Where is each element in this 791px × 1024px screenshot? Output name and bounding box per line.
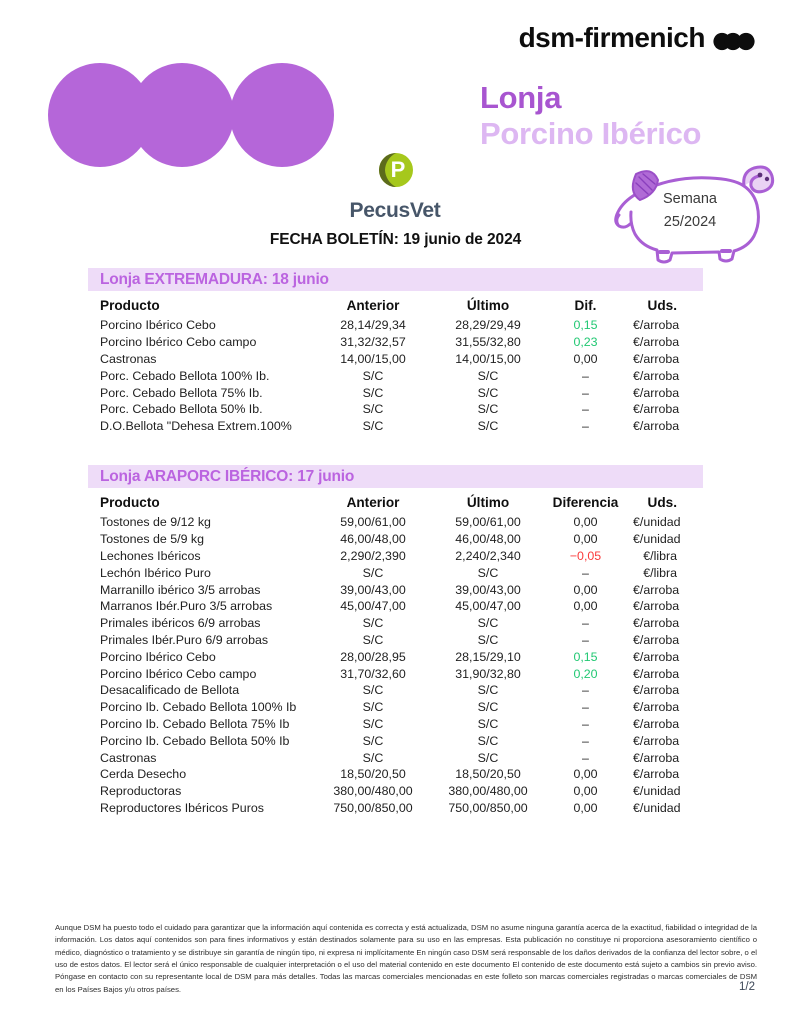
table-lonja-araporc-iberico — [88, 465, 703, 816]
column-header-ultimo: Último — [466, 494, 510, 510]
cell-ultimo: 31,90/32,80 — [455, 666, 521, 681]
cell-dif: – — [582, 402, 589, 417]
dsm-firmenich-logo-text: dsm-firmenich — [518, 22, 705, 53]
cell-dif: – — [582, 385, 589, 400]
cell-uds: €/arroba — [633, 385, 680, 400]
cell-anterior: S/C — [362, 385, 384, 400]
cell-anterior: 45,00/47,00 — [340, 599, 406, 614]
table-header-row — [88, 490, 703, 514]
cell-uds: €/arroba — [633, 582, 680, 597]
column-header-producto: Producto — [100, 297, 160, 313]
cell-ultimo: 28,15/29,10 — [455, 649, 521, 664]
column-header-anterior: Anterior — [346, 297, 400, 313]
table-row — [88, 800, 703, 817]
cell-ultimo: S/C — [477, 419, 499, 434]
cell-ultimo: S/C — [477, 632, 499, 647]
cell-anterior: 18,50/20,50 — [340, 767, 406, 782]
table-row — [88, 531, 703, 548]
table-row — [88, 732, 703, 749]
cell-anterior: 2,290/2,390 — [340, 548, 406, 563]
cell-dif: 0,23 — [573, 335, 598, 350]
cell-uds: €/arroba — [633, 318, 680, 333]
cell-dif: – — [582, 419, 589, 434]
cell-producto: Marranillo ibérico 3/5 arrobas — [100, 582, 261, 597]
cell-uds: €/libra — [643, 565, 677, 580]
cell-ultimo: 750,00/850,00 — [448, 800, 528, 815]
cell-uds: €/arroba — [633, 351, 680, 366]
bulletin-date: FECHA BOLETÍN: 19 junio de 2024 — [269, 231, 522, 248]
cell-ultimo: S/C — [477, 733, 499, 748]
table-row — [88, 665, 703, 682]
cell-producto: Porc. Cebado Bellota 100% Ib. — [100, 368, 270, 383]
cell-uds: €/arroba — [633, 716, 680, 731]
cell-anterior: S/C — [362, 616, 384, 631]
page-number: 1/2 — [739, 981, 755, 993]
cell-dif: 0,00 — [573, 351, 598, 366]
cell-producto: Primales ibéricos 6/9 arrobas — [100, 616, 261, 631]
table-header-row — [88, 293, 703, 317]
cell-producto: Tostones de 5/9 kg — [100, 532, 205, 547]
cell-dif: – — [582, 368, 589, 383]
cell-uds: €/unidad — [633, 800, 681, 815]
cell-ultimo: S/C — [477, 616, 499, 631]
cell-anterior: 750,00/850,00 — [333, 800, 413, 815]
cell-dif: – — [582, 616, 589, 631]
dsm-firmenich-dots-icon — [713, 32, 755, 51]
cell-anterior: S/C — [362, 565, 384, 580]
table-row — [88, 648, 703, 665]
cell-dif: – — [582, 700, 589, 715]
svg-text:P: P — [390, 157, 406, 182]
cell-ultimo: 2,240/2,340 — [455, 548, 521, 563]
cell-producto: Porcino Ib. Cebado Bellota 50% Ib — [100, 733, 290, 748]
cell-uds: €/arroba — [633, 767, 680, 782]
cell-ultimo: 28,29/29,49 — [455, 318, 521, 333]
cell-ultimo: S/C — [477, 368, 499, 383]
cell-uds: €/arroba — [633, 666, 680, 681]
pecusvet-circle-icon — [375, 150, 415, 192]
table-lonja-extremadura — [88, 268, 703, 435]
cell-anterior: S/C — [362, 368, 384, 383]
title-porcino-iberico: Porcino Ibérico — [480, 115, 702, 151]
table-row — [88, 615, 703, 632]
cell-anterior: S/C — [362, 402, 384, 417]
cell-producto: Porcino Ibérico Cebo campo — [100, 335, 257, 350]
cell-anterior: 39,00/43,00 — [340, 582, 406, 597]
cell-dif: −0,05 — [569, 548, 602, 563]
cell-anterior: S/C — [362, 716, 384, 731]
cell-uds: €/arroba — [633, 733, 680, 748]
cell-uds: €/arroba — [633, 683, 680, 698]
cell-anterior: S/C — [362, 750, 384, 765]
cell-producto: Primales Ibér.Puro 6/9 arrobas — [100, 632, 269, 647]
cell-producto: Porc. Cebado Bellota 50% Ib. — [100, 402, 263, 417]
table-row — [88, 564, 703, 581]
cell-anterior: 31,32/32,57 — [340, 335, 406, 350]
cell-ultimo: 45,00/47,00 — [455, 599, 521, 614]
cell-uds: €/arroba — [633, 750, 680, 765]
week-badge-text — [640, 188, 740, 234]
cell-anterior: S/C — [362, 632, 384, 647]
cell-dif: 0,15 — [573, 318, 598, 333]
cell-producto: Porcino Ibérico Cebo — [100, 318, 216, 333]
cell-dif: – — [582, 683, 589, 698]
column-header-ultimo: Último — [466, 297, 510, 313]
table-row — [88, 367, 703, 384]
cell-ultimo: 18,50/20,50 — [455, 767, 521, 782]
cell-anterior: 59,00/61,00 — [340, 515, 406, 530]
cell-producto: Lechón Ibérico Puro — [100, 565, 211, 580]
table-rows — [88, 317, 703, 435]
cell-dif: – — [582, 733, 589, 748]
cell-ultimo: 380,00/480,00 — [448, 784, 528, 799]
table-banner: Lonja EXTREMADURA: 18 junio — [88, 268, 703, 291]
cell-anterior: 31,70/32,60 — [340, 666, 406, 681]
week-badge-line1: Semana — [662, 191, 717, 207]
cell-producto: Castronas — [100, 351, 157, 366]
cell-uds: €/arroba — [633, 649, 680, 664]
cell-dif: 0,00 — [573, 784, 598, 799]
cell-dif: 0,00 — [573, 532, 598, 547]
cell-producto: Castronas — [100, 750, 157, 765]
table-row — [88, 581, 703, 598]
cell-producto: Porc. Cebado Bellota 75% Ib. — [100, 385, 263, 400]
cell-anterior: S/C — [362, 683, 384, 698]
cell-uds: €/unidad — [633, 532, 681, 547]
cell-ultimo: 14,00/15,00 — [455, 351, 521, 366]
cell-dif: 0,15 — [573, 649, 598, 664]
cell-ultimo: S/C — [477, 385, 499, 400]
cell-uds: €/unidad — [633, 784, 681, 799]
cell-producto: Porcino Ib. Cebado Bellota 100% Ib — [100, 700, 297, 715]
cell-producto: D.O.Bellota "Dehesa Extrem.100% — [100, 419, 292, 434]
cell-ultimo: S/C — [477, 565, 499, 580]
cell-uds: €/arroba — [633, 419, 680, 434]
table-row — [88, 783, 703, 800]
cell-dif: – — [582, 632, 589, 647]
table-row — [88, 598, 703, 615]
cell-producto: Desacalificado de Bellota — [100, 683, 240, 698]
cell-producto: Reproductores Ibéricos Puros — [100, 800, 264, 815]
cell-dif: – — [582, 716, 589, 731]
title-lonja: Lonja — [480, 80, 562, 115]
column-header-anterior: Anterior — [346, 494, 400, 510]
table-row — [88, 716, 703, 733]
cell-uds: €/arroba — [633, 632, 680, 647]
cell-dif: – — [582, 565, 589, 580]
cell-producto: Porcino Ib. Cebado Bellota 75% Ib — [100, 716, 290, 731]
week-badge — [602, 160, 788, 266]
cell-ultimo: S/C — [477, 683, 499, 698]
cell-anterior: 28,00/28,95 — [340, 649, 406, 664]
table-row — [88, 401, 703, 418]
table-row — [88, 766, 703, 783]
cell-ultimo: S/C — [477, 716, 499, 731]
cell-anterior: 28,14/29,34 — [340, 318, 406, 333]
table-row — [88, 384, 703, 401]
cell-ultimo: 46,00/48,00 — [455, 532, 521, 547]
cell-producto: Marranos Ibér.Puro 3/5 arrobas — [100, 599, 273, 614]
table-rows — [88, 514, 703, 816]
document-title — [480, 80, 701, 151]
cell-ultimo: S/C — [477, 750, 499, 765]
table-row — [88, 699, 703, 716]
cell-uds: €/arroba — [633, 402, 680, 417]
table-row — [88, 334, 703, 351]
dsm-firmenich-logo — [519, 22, 755, 54]
purple-circle — [130, 63, 234, 167]
purple-circles-graphic — [48, 63, 334, 167]
cell-uds: €/arroba — [633, 599, 680, 614]
column-header-dif: Diferencia — [552, 494, 619, 510]
cell-dif: 0,00 — [573, 582, 598, 597]
cell-producto: Porcino Ibérico Cebo campo — [100, 666, 257, 681]
cell-dif: 0,20 — [573, 666, 598, 681]
pecusvet-logo-text: PecusVet — [349, 199, 441, 222]
week-badge-line2: 25/2024 — [663, 214, 717, 231]
cell-uds: €/arroba — [633, 335, 680, 350]
column-header-uds: Uds. — [647, 297, 677, 313]
cell-dif: 0,00 — [573, 515, 598, 530]
cell-ultimo: S/C — [477, 700, 499, 715]
table-row — [88, 317, 703, 334]
column-header-producto: Producto — [100, 494, 160, 510]
cell-uds: €/arroba — [633, 700, 680, 715]
disclaimer-text: Aunque DSM ha puesto todo el cuidado para garantizar que la información aquí contenida es correcta y está actualizada, DSM no asume ninguna garantía acerca de la exactitud, fiabilidad o integridad de la información. Los datos aquí contenidos son para fines informativos y están destinados solamente para su uso en las empresas. Esta publicación no constituye ni proporciona asesoramiento científico o médico, diagnóstico o tratamiento y se distribuye sin garantía de ningún tipo, ni expresa ni implícitamente En ningún caso DSM será responsable de los daños derivados de la confianza del lector sobre, o el uso de estos datos. El lector será el único responsable de cualquier interpretación o el uso del material contenido en este documento El contenido de este documento está sujeto a cambios sin previo aviso. Póngase en contacto con su representante local de DSM para más detalles. Todas las marcas comerciales mencionadas en este folleto son marcas comerciales registradas o marcas comerciales de DSM en los Países Bajos y/u otros países. — [55, 923, 757, 994]
cell-uds: €/arroba — [633, 368, 680, 383]
table-row — [88, 418, 703, 435]
pecusvet-logo — [330, 150, 460, 223]
cell-dif: 0,00 — [573, 599, 598, 614]
table-row — [88, 632, 703, 649]
cell-ultimo: 31,55/32,80 — [455, 335, 521, 350]
cell-anterior: 380,00/480,00 — [333, 784, 413, 799]
cell-ultimo: S/C — [477, 402, 499, 417]
cell-producto: Porcino Ibérico Cebo — [100, 649, 216, 664]
table-row — [88, 749, 703, 766]
cell-dif: 0,00 — [573, 800, 598, 815]
table-row — [88, 514, 703, 531]
cell-uds: €/libra — [643, 548, 677, 563]
cell-anterior: S/C — [362, 419, 384, 434]
cell-anterior: S/C — [362, 733, 384, 748]
cell-producto: Reproductoras — [100, 784, 182, 799]
table-row — [88, 682, 703, 699]
cell-anterior: 14,00/15,00 — [340, 351, 406, 366]
table-row — [88, 351, 703, 368]
purple-circle — [230, 63, 334, 167]
table-row — [88, 548, 703, 565]
column-header-dif: Dif. — [574, 297, 597, 313]
cell-ultimo: 59,00/61,00 — [455, 515, 521, 530]
cell-producto: Cerda Desecho — [100, 767, 187, 782]
column-header-uds: Uds. — [647, 494, 677, 510]
table-banner: Lonja ARAPORC IBÉRICO: 17 junio — [88, 465, 703, 488]
cell-anterior: S/C — [362, 700, 384, 715]
cell-uds: €/unidad — [633, 515, 681, 530]
cell-anterior: 46,00/48,00 — [340, 532, 406, 547]
cell-producto: Tostones de 9/12 kg — [100, 515, 211, 530]
cell-dif: 0,00 — [573, 767, 598, 782]
cell-uds: €/arroba — [633, 616, 680, 631]
cell-dif: – — [582, 750, 589, 765]
cell-producto: Lechones Ibéricos — [100, 548, 201, 563]
cell-ultimo: 39,00/43,00 — [455, 582, 521, 597]
